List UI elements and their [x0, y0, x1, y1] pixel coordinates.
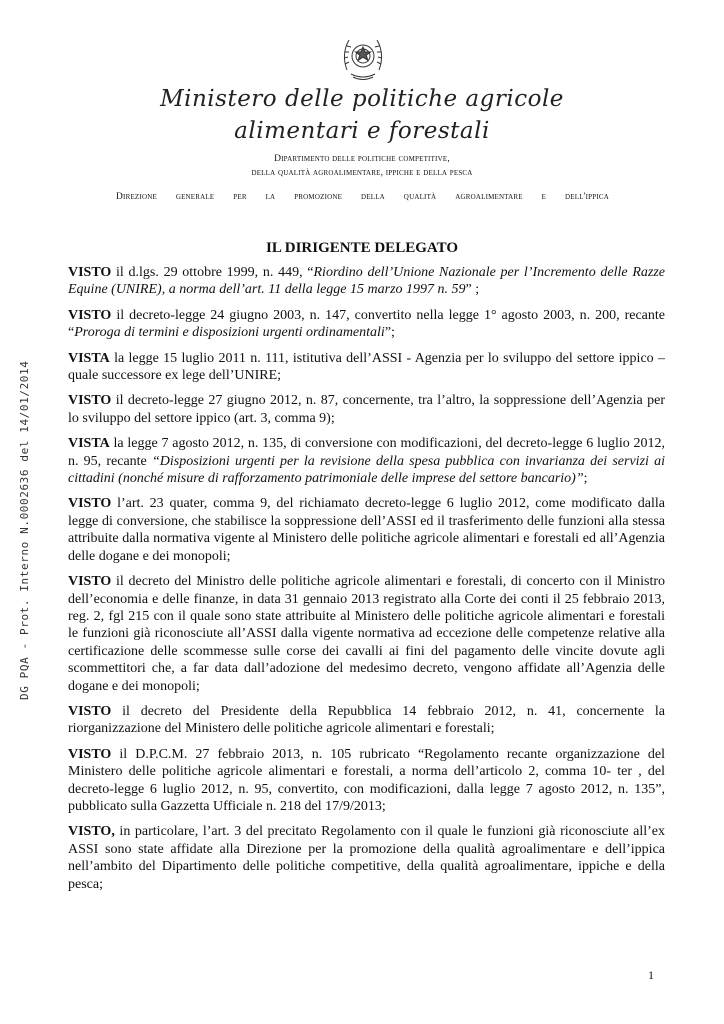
recital-paragraph	[68, 703, 665, 738]
recital-italic: Riordino dell’Unione Nazionale per l’Incremento delle Razze Equine (UNIRE), a norma dell’art. 11 della legge 15 marzo 1997 n. 59	[68, 265, 665, 298]
recital-text: il D.P.C.M. 27 febbraio 2013, n. 105 rubricato “Regolamento recante organizzazione del Ministero delle politiche agricole alimentari e forestali, a norma dell’articolo 2, comma 10- ter , del decreto-legge 6 luglio 2012, n. 95, convertito, con modificazioni, dalla legge 7 agosto 2012, n. 135”, pubblicato sulla Gazzetta Ufficiale n. 218 del 17/9/2013;	[68, 746, 665, 814]
document-body	[68, 264, 665, 901]
recital-tail: ” ;	[465, 282, 480, 298]
recital-paragraph	[68, 392, 665, 427]
recital-paragraph	[68, 435, 665, 487]
page-number: 1	[648, 968, 654, 982]
document-title: IL DIRIGENTE DELEGATO	[265, 240, 458, 256]
department-line2: della qualità agroalimentare, ippiche e della pesca	[251, 168, 473, 178]
ministry-name-line1: Ministero delle politiche agricole	[160, 86, 564, 112]
recital-text: il decreto del Presidente della Repubblica 14 febbraio 2012, n. 41, concernente la riorganizzazione del Ministero delle politiche agricole alimentari e forestali;	[68, 703, 665, 737]
recital-text: il d.lgs. 29 ottobre 1999, n. 449, “	[111, 265, 314, 280]
recital-text: il decreto-legge 27 giugno 2012, n. 87, concernente, tra l’altro, la soppressione dell’Agenzia per lo sviluppo del settore ippico (art. 3, comma 9);	[68, 393, 665, 426]
recital-lead: VISTA	[68, 350, 110, 366]
recital-lead: VISTO	[68, 746, 112, 762]
recital-italic: “Disposizioni urgenti per la revisione della spesa pubblica con invarianza dei servizi ai cittadini (nonché misure di rafforzamento patrimoniale delle imprese del settore bancario)”	[68, 453, 665, 487]
recital-lead: VISTO	[68, 496, 112, 512]
recital-text: l’art. 23 quater, comma 9, del richiamato decreto-legge 6 luglio 2012, come modificato dalla legge di conversione, che stabilisce la soppressione dell’ASSI ed il trasferimento delle funzioni alla stessa attribuite dalla normativa vigente al Ministero delle politiche agricole alimentari e forestali ed all’Agenzia delle dogane e dei monopoli;	[68, 496, 665, 564]
recital-text: in particolare, l’art. 3 del precitato Regolamento con il quale le funzioni già riconosciute all’ex ASSI sono state affidate alla Direzione per la promozione della qualità agroalimentare e dell’ippica nell’ambito del Dipartimento delle politiche competitive, della qualità agroalimentare, ippiche e della pesca;	[68, 824, 665, 892]
protocol-stamp: DG PQA - Prot. Interno N.0002636 del 14/01/2014	[18, 360, 31, 700]
direction-heading: Direzione generale per la promozione della qualità agroalimentare e dell'ippica	[116, 192, 609, 202]
recital-paragraph	[68, 823, 665, 893]
recital-paragraph	[68, 495, 665, 565]
recital-tail: ”;	[384, 325, 395, 341]
recital-paragraph	[68, 573, 665, 695]
recital-tail: ;	[583, 471, 588, 487]
recital-italic: Proroga di termini e disposizioni urgenti ordinamentali	[74, 325, 385, 341]
recital-paragraph	[68, 264, 665, 299]
recital-lead: VISTO	[68, 393, 112, 409]
recital-lead: VISTO	[68, 265, 112, 280]
recital-text: la legge 7 agosto 2012, n. 135, di conversione con modificazioni, del decreto-legge 6 luglio 2012, n. 95, recante	[68, 436, 665, 469]
recital-text: il decreto del Ministro delle politiche agricole alimentari e forestali, di concerto con il Ministro dell’economia e delle finanze, in data 31 gennaio 2013 registrato alla Corte dei conti il 25 febbraio 2013, reg. 2, fgl 215 con il quale sono state attribuite al Ministero delle politiche agricole alimentari e forestali le funzioni già riconosciute all’ASSI dalla vigente normativa ad eccezione delle competenze relative alla certificazione delle scommesse sulle corse dei cavalli ai fini del pagamento delle vincite dovute agli scommettitori che, a far data dall’adozione del medesimo decreto, vengono affidate all’Agenzia delle dogane e dei monopoli;	[68, 574, 665, 694]
department-heading	[0, 152, 724, 180]
recital-lead: VISTO	[68, 574, 112, 590]
recital-paragraph	[68, 746, 665, 816]
recital-paragraph	[68, 307, 665, 342]
italian-republic-emblem-icon	[339, 30, 387, 84]
recital-paragraph	[68, 350, 665, 385]
ministry-name-line2: alimentari e forestali	[234, 118, 490, 144]
recital-lead: VISTO,	[68, 824, 115, 840]
recital-text: il decreto-legge 24 giugno 2003, n. 147, convertito nella legge 1° agosto 2003, n. 200, recante “	[68, 307, 665, 341]
recital-text: la legge 15 luglio 2011 n. 111, istitutiva dell’ASSI - Agenzia per lo sviluppo del settore ippico – quale successore ex lege dell’UNIRE;	[68, 350, 665, 384]
recital-lead: VISTA	[68, 436, 110, 452]
recital-lead: VISTO	[68, 307, 112, 323]
department-line1: Dipartimento delle politiche competitive,	[274, 154, 450, 164]
recital-lead: VISTO	[68, 703, 112, 719]
